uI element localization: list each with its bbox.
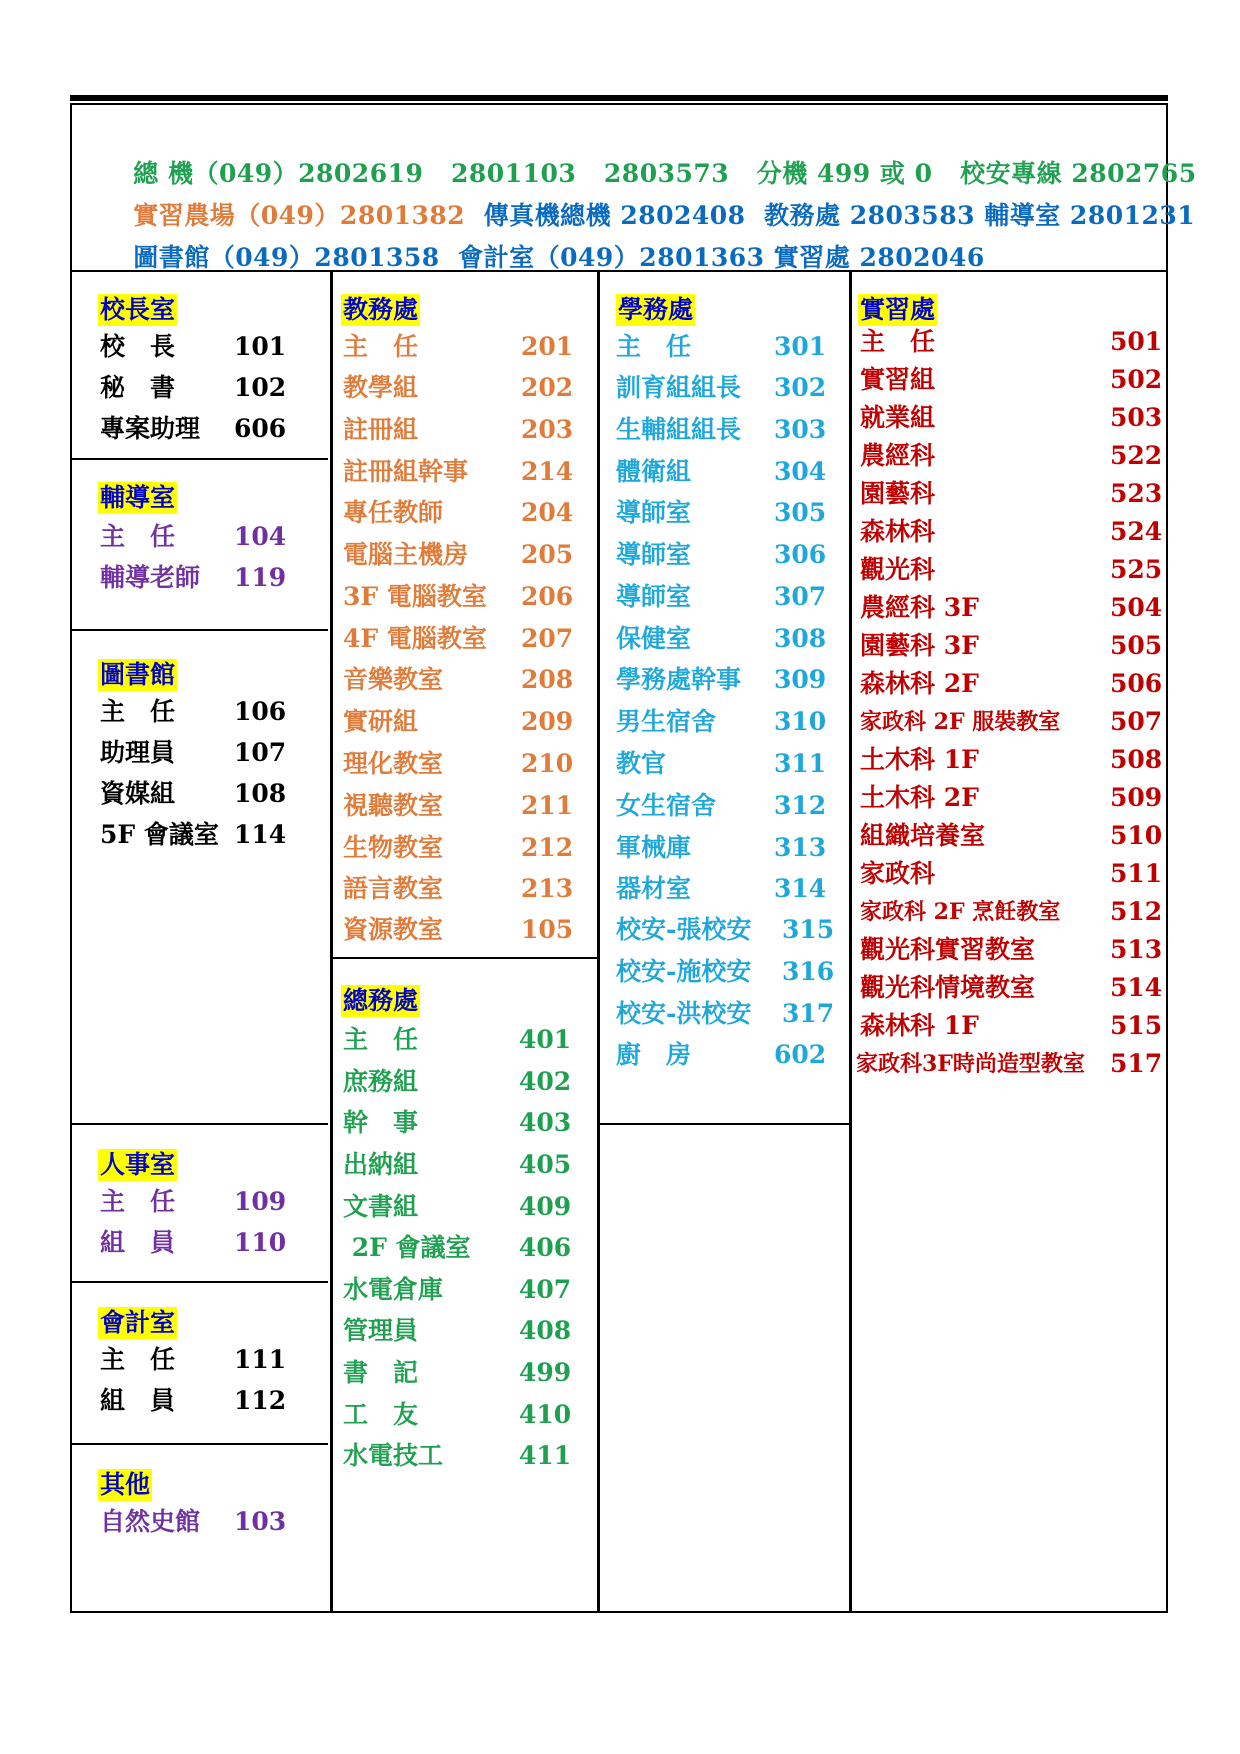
extension-directory-table [70, 103, 1197, 1613]
counseling-number: 輔導室 2801231 [984, 201, 1196, 230]
switchboard-number-3: 2803573 [603, 159, 730, 188]
section-accounting-office: 會計室 主 任 111 組 員 112 [72, 1281, 328, 1443]
section-title: 總務處 [343, 986, 419, 1015]
top-thick-rule [70, 95, 1168, 101]
fax-number: 傳真機總機 2802408 [483, 201, 746, 230]
practice-office-number: 實習處 2802046 [773, 243, 985, 272]
column-1 [72, 272, 328, 1611]
column-3 [597, 272, 849, 1611]
section-title: 會計室 [100, 1308, 176, 1337]
section-title: 校長室 [100, 295, 176, 324]
section-practice-affairs: 實習處 主 任 501 實習組 502 就業組 503 農經科 522 園藝科 523 森林科 524 觀光科 525 農經科 3F 504 園藝科 3F 505 森林科 2F 506 家政科 2F 服裝教室 507 土木科 1F 508 土木科 2F 509 組織培養室 510 家政科 511 家政科 2F 烹飪教室 512 觀光科實習教室 513 觀光科情境教室 514 森林科 1F 515 家政科3F時尚造型教室 517 [856, 295, 1163, 1078]
section-general-affairs: 總務處 主 任 401 庶務組 402 幹 事 403 出納組 405 文書組 409 2F 會議室 406 水電倉庫 407 管理員 408 書 記 499 工 友 410 水電技工 411 [333, 957, 597, 1611]
switchboard-number-2: 2801103 [451, 159, 577, 188]
section-academic-affairs: 教務處 主 任 201 教學組 202 註冊組 203 註冊組幹事 214 專任教師 204 電腦主機房 205 3F 電腦教室 206 4F 電腦教室 207 音樂教室 208 實研組 209 理化教室 210 視聽教室 211 生物教室 212 語言教室 213 資源教室 105 [343, 295, 574, 944]
section-title: 圖書館 [100, 660, 176, 689]
section-title: 其他 [100, 1470, 151, 1499]
farm-number: 實習農場（049）2801382 [133, 201, 466, 230]
section-title: 學務處 [618, 295, 694, 324]
section-counseling-office: 輔導室 主 任 104 輔導老師 119 [72, 458, 328, 629]
column-2 [330, 272, 597, 1611]
extension-note: 分機 499 或 0 [756, 159, 933, 188]
section-title: 輔導室 [100, 483, 176, 512]
accounting-number: 會計室（049）2801363 [458, 243, 765, 272]
section-principal-office: 校長室 校 長 101 秘 書 102 專案助理 606 [100, 295, 287, 443]
main-phone-header [72, 105, 1197, 272]
campus-safety-hotline: 校安專線 2802765 [960, 159, 1197, 188]
section-library: 圖書館 主 任 106 助理員 107 資媒組 108 5F 會議室 114 [72, 629, 328, 1123]
section-student-affairs: 學務處 主 任 301 訓育組組長 302 生輔組組長 303 體衛組 304 導師室 305 導師室 306 導師室 307 保健室 308 學務處幹事 309 男生宿舍 310 教官 311 女生宿舍 312 軍械庫 313 器材室 314 校安-張校安 315 校安-施校安 316 校安-洪校安 317 廚 房 602 [600, 272, 849, 1125]
academic-affairs-number: 教務處 2803583 [764, 201, 975, 230]
section-title: 教務處 [343, 295, 419, 324]
section-other: 其他 自然史館 103 [72, 1443, 328, 1611]
library-number: 圖書館（049）2801358 [133, 243, 440, 272]
section-personnel-office: 人事室 主 任 109 組 員 110 [72, 1123, 328, 1281]
section-title: 實習處 [860, 295, 936, 324]
section-title: 人事室 [100, 1150, 176, 1179]
column-4 [849, 272, 1169, 1611]
switchboard-number: 總 機（049）2802619 [133, 159, 424, 188]
